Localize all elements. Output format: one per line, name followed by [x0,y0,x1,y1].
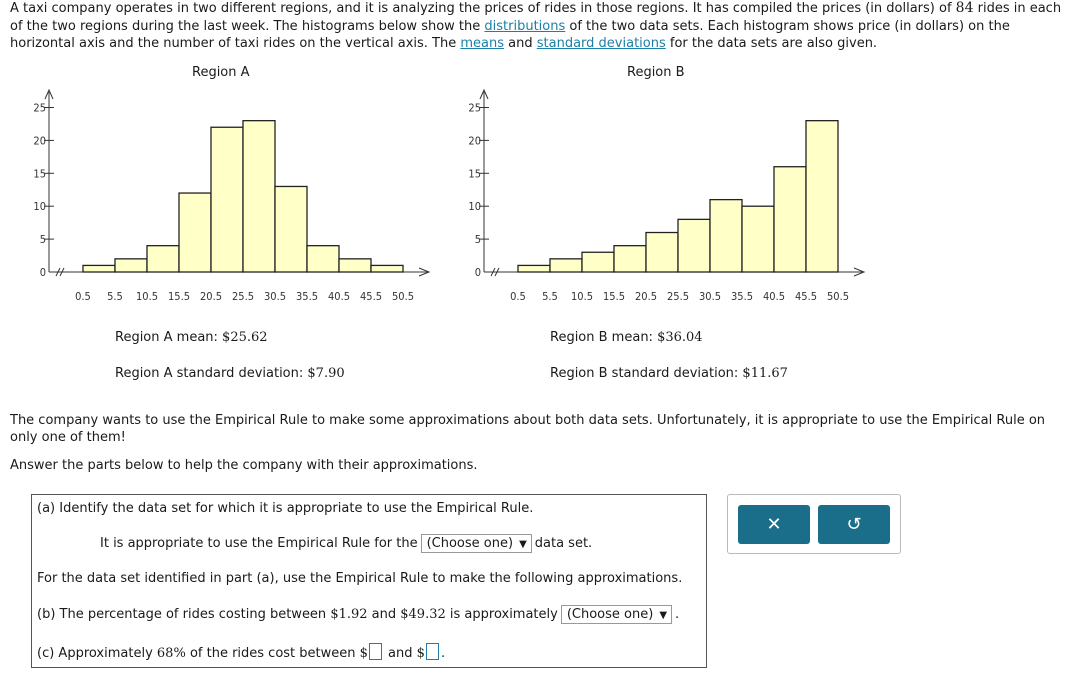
y-tick-label: 25 [468,101,481,115]
question-box [31,494,707,668]
histogram-bar [774,167,806,272]
x-tick-label: 15.5 [167,290,191,303]
x-tick-label: 0.5 [75,290,91,303]
region-b-title: Region B [627,65,685,80]
undo-button[interactable] [818,505,890,544]
y-tick-label: 0 [474,266,481,279]
y-tick-label: 25 [33,101,46,115]
region-a-sd: Region A standard deviation: $7.90 [115,366,345,381]
part-c-line: (c) Approximately 68% of the rides cost between $ and $ . [37,643,445,661]
part-c-upper-input[interactable] [426,643,439,660]
part-a-label: (a) Identify the data set for which it is appropriate to use the Empirical Rule. [37,501,534,516]
part-c-lower-input[interactable] [369,643,382,660]
y-tick-label: 5 [474,233,481,247]
x-tick-label: 20.5 [634,290,658,303]
histogram-bar [678,219,710,272]
histogram-bar [614,246,646,272]
part-b-line: (b) The percentage of rides costing between $1.92 and $49.32 is approximately (Choose one) ▼ . [37,607,680,622]
x-tick-label: 40.5 [762,290,786,303]
y-tick-label: 15 [33,167,46,181]
part-b-select[interactable]: (Choose one) ▼ [561,605,672,624]
dropdown-arrow-icon: ▼ [659,610,668,621]
region-a-title: Region A [192,65,250,80]
x-tick-label: 50.5 [826,290,850,303]
empirical-rule-paragraph: The company wants to use the Empirical Rule to make some approximations about both data sets. Unfortunately, it is appropriate to use the Empirical Rule on only one of them! [10,413,1046,445]
x-tick-label: 30.5 [698,290,722,303]
intro-paragraph: A taxi company operates in two different regions, and it is analyzing the prices of rides in those regions. It has compiled the prices (in dollars) of 84 rides in each of the two regions during the last week. The histograms below show the distributions of the two data sets. Each histogram shows price (in dollars) on the horizontal axis and the number of taxi rides on the vertical axis. The means and standard deviations for the data sets are also given. [10,0,1062,51]
x-tick-label: 35.5 [295,290,319,303]
histogram-bar [243,121,275,272]
histogram-bar [550,259,582,272]
y-tick-label: 10 [33,200,46,214]
x-tick-label: 20.5 [199,290,223,303]
region-a-histogram [0,80,440,320]
means-link[interactable]: means [460,36,505,51]
x-tick-label: 25.5 [231,290,255,303]
x-tick-label: 10.5 [570,290,594,303]
y-tick-label: 20 [33,134,46,148]
x-tick-label: 35.5 [730,290,754,303]
histogram-bar [710,200,742,272]
x-tick-label: 5.5 [107,290,123,303]
histogram-bar [339,259,371,272]
x-tick-label: 10.5 [135,290,159,303]
histogram-bar [147,246,179,272]
follow-up-instruction: For the data set identified in part (a), use the Empirical Rule to make the following approximations. [37,571,683,586]
x-tick-label: 25.5 [666,290,690,303]
ride-count: 84 [955,0,974,16]
instructions-paragraph: Answer the parts below to help the company with their approximations. [10,458,478,473]
histogram-bar [211,127,243,272]
y-tick-label: 20 [468,134,481,148]
histogram-bar [742,206,774,272]
action-panel [727,494,901,554]
clear-button[interactable] [738,505,810,544]
x-tick-label: 45.5 [794,290,818,303]
histogram-bar [582,252,614,272]
region-b-mean: Region B mean: $36.04 [550,330,703,345]
histogram-bar [646,233,678,272]
histogram-bar [307,246,339,272]
x-tick-label: 45.5 [359,290,383,303]
part-a-select[interactable]: (Choose one) ▼ [421,534,532,553]
y-tick-label: 0 [39,266,46,279]
histogram-bar [83,265,115,272]
histogram-bar [518,265,550,272]
standard-deviations-link[interactable]: standard deviations [536,36,666,51]
x-tick-label: 50.5 [391,290,415,303]
region-a-mean: Region A mean: $25.62 [115,330,268,345]
undo-icon: ↺ [846,514,862,535]
x-tick-label: 30.5 [263,290,287,303]
region-b-histogram [435,80,875,320]
dropdown-arrow-icon: ▼ [519,539,527,550]
histogram-bar [275,186,307,272]
y-tick-label: 5 [39,233,46,247]
x-tick-label: 5.5 [542,290,558,303]
histogram-bar [371,265,403,272]
histogram-bar [806,121,838,272]
part-a-answer-line: It is appropriate to use the Empirical Rule for the (Choose one) ▼ data set. [100,536,593,551]
x-tick-label: 15.5 [602,290,626,303]
y-tick-label: 10 [468,200,481,214]
y-tick-label: 15 [468,167,481,181]
x-tick-label: 0.5 [510,290,526,303]
histogram-bar [179,193,211,272]
close-icon: ✕ [766,514,782,535]
histogram-bar [115,259,147,272]
region-b-sd: Region B standard deviation: $11.67 [550,366,788,381]
x-tick-label: 40.5 [327,290,351,303]
distributions-link[interactable]: distributions [484,18,566,34]
